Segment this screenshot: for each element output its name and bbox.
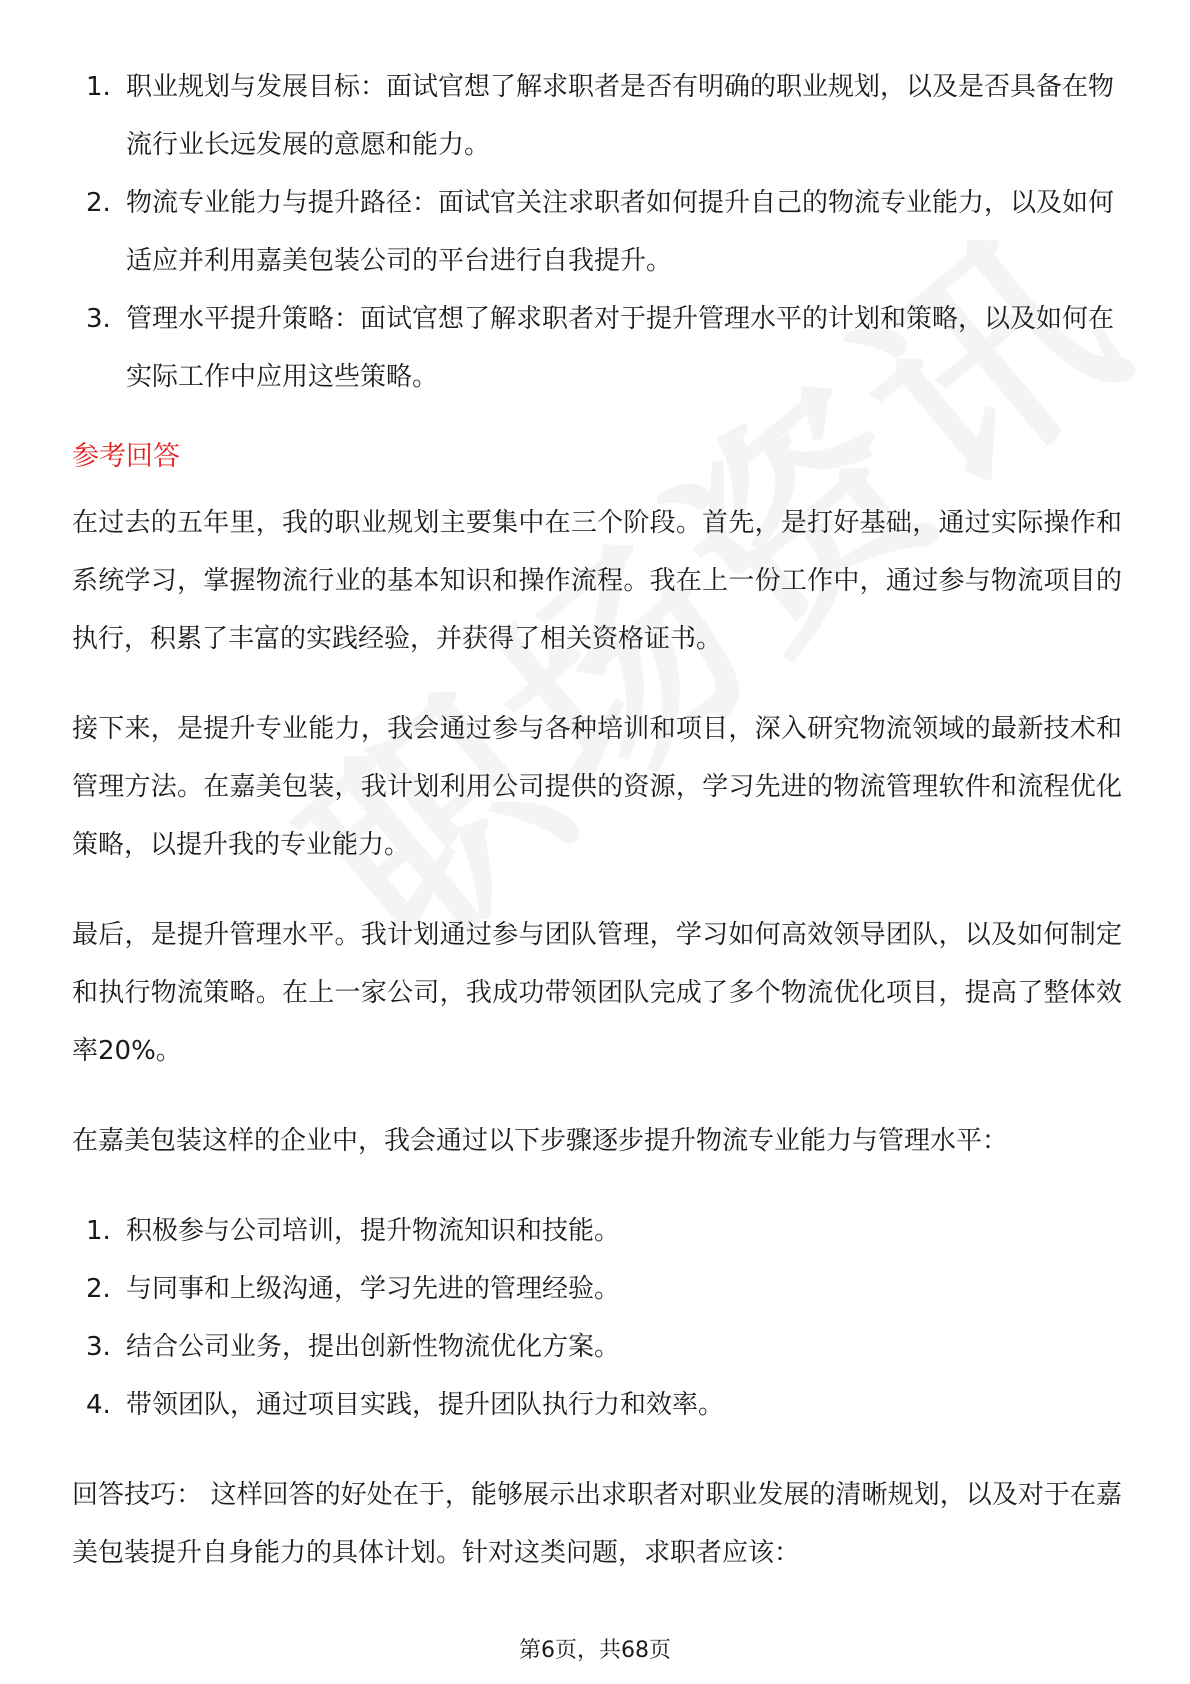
list-item bbox=[72, 290, 1122, 406]
list-item bbox=[72, 58, 1122, 174]
list-item-text: 积极参与公司培训，提升物流知识和技能。 bbox=[126, 1216, 621, 1246]
paragraph: 接下来，是提升专业能力，我会通过参与各种培训和项目，深入研究物流领域的最新技术和管理方法。在嘉美包装，我计划利用公司提供的资源，学习先进的物流管理软件和流程优化策略，以提升我的专业能力。 bbox=[72, 714, 1122, 860]
answer-tips: 回答技巧： 这样回答的好处在于，能够展示出求职者对职业发展的清晰规划，以及对于在嘉美包装提升自身能力的具体计划。针对这类问题，求职者应该： bbox=[72, 1480, 1122, 1568]
list-item bbox=[72, 1202, 1122, 1260]
list-item bbox=[72, 174, 1122, 290]
list-item-number: 3. bbox=[86, 304, 111, 334]
list-item-text: 管理水平提升策略：面试官想了解求职者对于提升管理水平的计划和策略，以及如何在实际工作中应用这些策略。 bbox=[126, 304, 1115, 392]
list-item-number: 3. bbox=[86, 1332, 111, 1362]
question-focus-list bbox=[72, 58, 1122, 406]
list-item bbox=[72, 1376, 1122, 1434]
list-item-number: 1. bbox=[86, 72, 111, 102]
steps-list bbox=[72, 1202, 1122, 1434]
list-item-number: 1. bbox=[86, 1216, 111, 1246]
list-item-text: 物流专业能力与提升路径：面试官关注求职者如何提升自己的物流专业能力，以及如何适应并利用嘉美包装公司的平台进行自我提升。 bbox=[126, 188, 1115, 276]
paragraph: 最后，是提升管理水平。我计划通过参与团队管理，学习如何高效领导团队，以及如何制定和执行物流策略。在上一家公司，我成功带领团队完成了多个物流优化项目，提高了整体效率20%。 bbox=[72, 920, 1122, 1066]
list-item bbox=[72, 1260, 1122, 1318]
list-item-text: 结合公司业务，提出创新性物流优化方案。 bbox=[126, 1332, 621, 1362]
list-item-number: 4. bbox=[86, 1390, 111, 1420]
list-item-text: 职业规划与发展目标：面试官想了解求职者是否有明确的职业规划，以及是否具备在物流行业长远发展的意愿和能力。 bbox=[126, 72, 1115, 160]
list-item bbox=[72, 1318, 1122, 1376]
page-number: 第6页，共68页 bbox=[519, 1638, 671, 1663]
list-item-number: 2. bbox=[86, 1274, 111, 1304]
answer-heading: 参考回答 bbox=[72, 441, 180, 472]
paragraph: 在嘉美包装这样的企业中，我会通过以下步骤逐步提升物流专业能力与管理水平： bbox=[72, 1126, 1009, 1156]
list-item-text: 与同事和上级沟通，学习先进的管理经验。 bbox=[126, 1274, 621, 1304]
list-item-text: 带领团队，通过项目实践，提升团队执行力和效率。 bbox=[126, 1390, 725, 1420]
paragraph: 在过去的五年里，我的职业规划主要集中在三个阶段。首先，是打好基础，通过实际操作和系统学习，掌握物流行业的基本知识和操作流程。我在上一份工作中，通过参与物流项目的执行，积累了丰富的实践经验，并获得了相关资格证书。 bbox=[72, 508, 1122, 654]
list-item-number: 2. bbox=[86, 188, 111, 218]
document-body bbox=[72, 58, 1122, 1614]
